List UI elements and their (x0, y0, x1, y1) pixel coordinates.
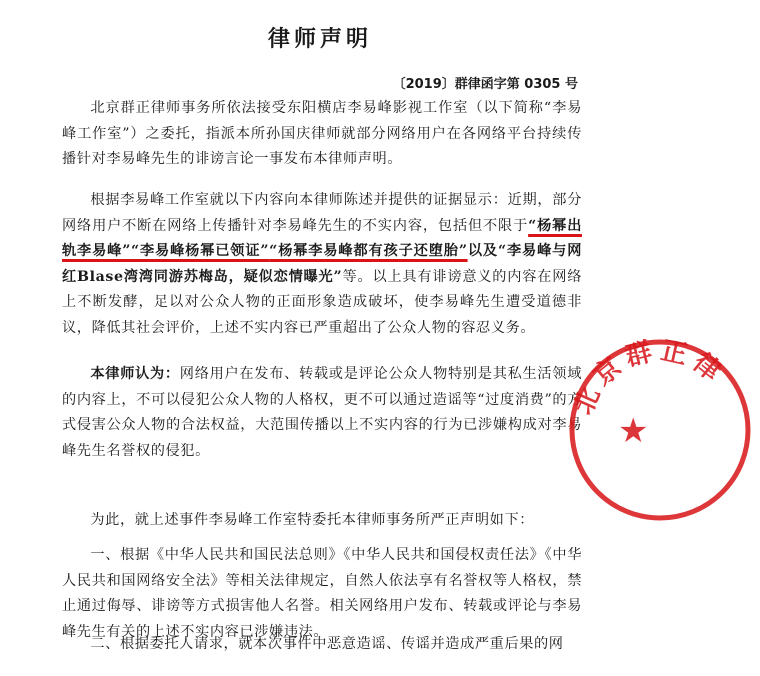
rumor-quote-1: “杨幂出轨李易峰” (62, 217, 582, 259)
evidence-and: 以及 (467, 243, 498, 259)
opinion-lead: 本律师认为： (90, 366, 180, 382)
point-1-text: 一、根据《中华人民共和国民法总则》《中华人民共和国侵权责任法》《中华人民共和国网络安全法》等相关法律规定，自然人依法享有名誉权等人格权，禁止通过侮辱、诽谤等方式损害他人名誉。相关网络用户发布、转载或评论与李易峰先生有关的上述不实内容已涉嫌违法。 (62, 547, 582, 640)
seal-text: 北京群正律 (568, 335, 731, 420)
document-number: 〔2019〕群律函字第 0305 号 (392, 77, 578, 92)
point-2-text: 二、根据委托人请求，就本次事件中恶意造谣、传谣并造成严重后果的网 (90, 636, 564, 652)
paragraph-opinion (62, 362, 582, 464)
paragraph-statement-intro (62, 508, 582, 534)
rumor-quote-2: “李易峰杨幂已领证” (130, 243, 270, 259)
evidence-text-b: 等。以上具有诽谤意义的内容在网络上不断发酵，足以对公众人物的正面形象造成破坏，使李易峰先生遭受道德非议，降低其社会评价，上述不实内容已严重超出了公众人物的容忍义务。 (62, 268, 582, 336)
official-seal (560, 330, 760, 530)
paragraph-point-1 (62, 543, 582, 645)
statement-intro-text: 为此，就上述事件李易峰工作室特委托本律师事务所严正声明如下： (90, 512, 535, 528)
opinion-body: 网络用户在发布、转载或是评论公众人物特别是其私生活领域的内容上，不可以侵犯公众人物的人格权，更不可以通过造谣等“过度消费”的方式侵害公众人物的合法权益，大范围传播以上不实内容的行为已涉嫌构成对李易峰先生名誉权的侵犯。 (62, 366, 582, 459)
paragraph-point-2 (62, 632, 582, 658)
paragraph-evidence (62, 188, 582, 341)
rumor-quote-4: “李易峰与网红Blase湾湾同游苏梅岛，疑似恋情曝光” (62, 243, 582, 285)
svg-text:北京群正律 (568, 336, 730, 419)
document-title: 律师声明 (267, 27, 372, 52)
evidence-text-a: 根据李易峰工作室就以下内容向本律师陈述并提供的证据显示：近期，部分网络用户不断在网络上传播针对李易峰先生的不实内容，包括但不限于 (62, 192, 582, 234)
paragraph-intro-text: 北京群正律师事务所依法接受东阳横店李易峰影视工作室（以下简称“李易峰工作室”）之委托，指派本所孙国庆律师就部分网络用户在各网络平台持续传播针对李易峰先生的诽谤言论一事发布本律师声明。 (62, 100, 582, 167)
rumor-quote-3: “杨幂李易峰都有孩子还堕胎” (269, 243, 468, 259)
paragraph-intro (62, 96, 582, 173)
svg-text:★: ★ (618, 411, 649, 451)
